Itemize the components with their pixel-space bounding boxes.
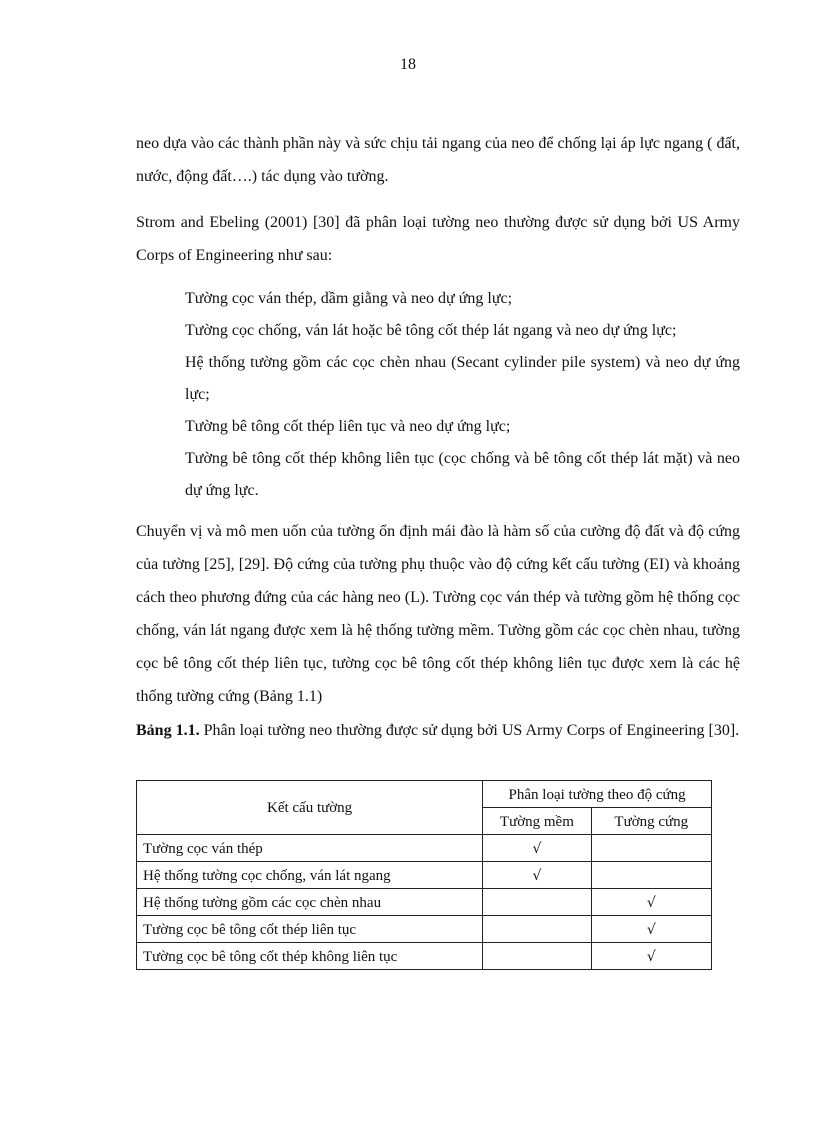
row-rigid-mark xyxy=(591,835,711,862)
list-item: Tường cọc chống, ván lát hoặc bê tông cốt thép lát ngang và neo dự ứng lực; xyxy=(185,322,677,339)
paragraph-classification-intro: Strom and Ebeling (2001) [30] đã phân loại tường neo thường được sử dụng bởi US Army Corps of Engineering như sau: xyxy=(136,214,740,264)
header-wall-structure: Kết cấu tường xyxy=(137,781,483,835)
header-soft-wall: Tường mềm xyxy=(483,808,591,835)
wall-classification-table xyxy=(136,780,712,970)
row-wall-name: Tường cọc bê tông cốt thép liên tục xyxy=(137,916,483,943)
table-caption xyxy=(136,720,740,741)
list-item: Tường cọc ván thép, dầm giằng và neo dự ứng lực; xyxy=(185,290,513,307)
row-soft-mark xyxy=(483,889,591,916)
paragraph-stiffness: Chuyển vị và mô men uốn của tường ổn định mái đào là hàm số của cường độ đất và độ cứng của tường [25], [29]. Độ cứng của tường phụ thuộc vào độ cứng kết cấu tường (EI) và khoảng cách theo phương đứng của các hàng neo (L). Tường cọc ván thép và tường gồm hệ thống cọc chống, ván lát ngang được xem là hệ thống tường mềm. Tường gồm các cọc chèn nhau, tường cọc bê tông cốt thép liên tục, tường cọc bê tông cốt thép không liên tục được xem là các hệ thống tường cứng (Bảng 1.1) xyxy=(136,523,740,705)
wall-type-list xyxy=(185,283,740,507)
row-soft-mark xyxy=(483,916,591,943)
row-rigid-mark: √ xyxy=(591,889,711,916)
list-item: Hệ thống tường gồm các cọc chèn nhau (Secant cylinder pile system) và neo dự ứng lực; xyxy=(185,354,740,403)
page-number: 18 xyxy=(400,56,416,73)
row-rigid-mark: √ xyxy=(591,943,711,970)
row-soft-mark xyxy=(483,943,591,970)
table-row xyxy=(137,916,712,943)
list-item: Tường bê tông cốt thép liên tục và neo dự ứng lực; xyxy=(185,418,511,435)
table-row xyxy=(137,889,712,916)
header-rigid-wall: Tường cứng xyxy=(591,808,711,835)
row-wall-name: Hệ thống tường cọc chống, ván lát ngang xyxy=(137,862,483,889)
row-wall-name: Tường cọc ván thép xyxy=(137,835,483,862)
row-soft-mark: √ xyxy=(483,862,591,889)
table-caption-label: Bảng 1.1. xyxy=(136,722,200,739)
row-wall-name: Hệ thống tường gồm các cọc chèn nhau xyxy=(137,889,483,916)
table-caption-text: Phân loại tường neo thường được sử dụng bởi US Army Corps of Engineering [30]. xyxy=(199,722,740,739)
table-row xyxy=(137,862,712,889)
table-row xyxy=(137,835,712,862)
row-rigid-mark: √ xyxy=(591,916,711,943)
row-rigid-mark xyxy=(591,862,711,889)
list-item: Tường bê tông cốt thép không liên tục (cọc chống và bê tông cốt thép lát mặt) và neo dự ứng lực. xyxy=(185,450,740,499)
row-soft-mark: √ xyxy=(483,835,591,862)
row-wall-name: Tường cọc bê tông cốt thép không liên tục xyxy=(137,943,483,970)
table-row xyxy=(137,943,712,970)
header-stiffness-group: Phân loại tường theo độ cứng xyxy=(483,781,712,808)
paragraph-anchor-forces: neo dựa vào các thành phần này và sức chịu tải ngang của neo để chống lại áp lực ngang ( đất, nước, động đất….) tác dụng vào tường. xyxy=(136,135,740,185)
